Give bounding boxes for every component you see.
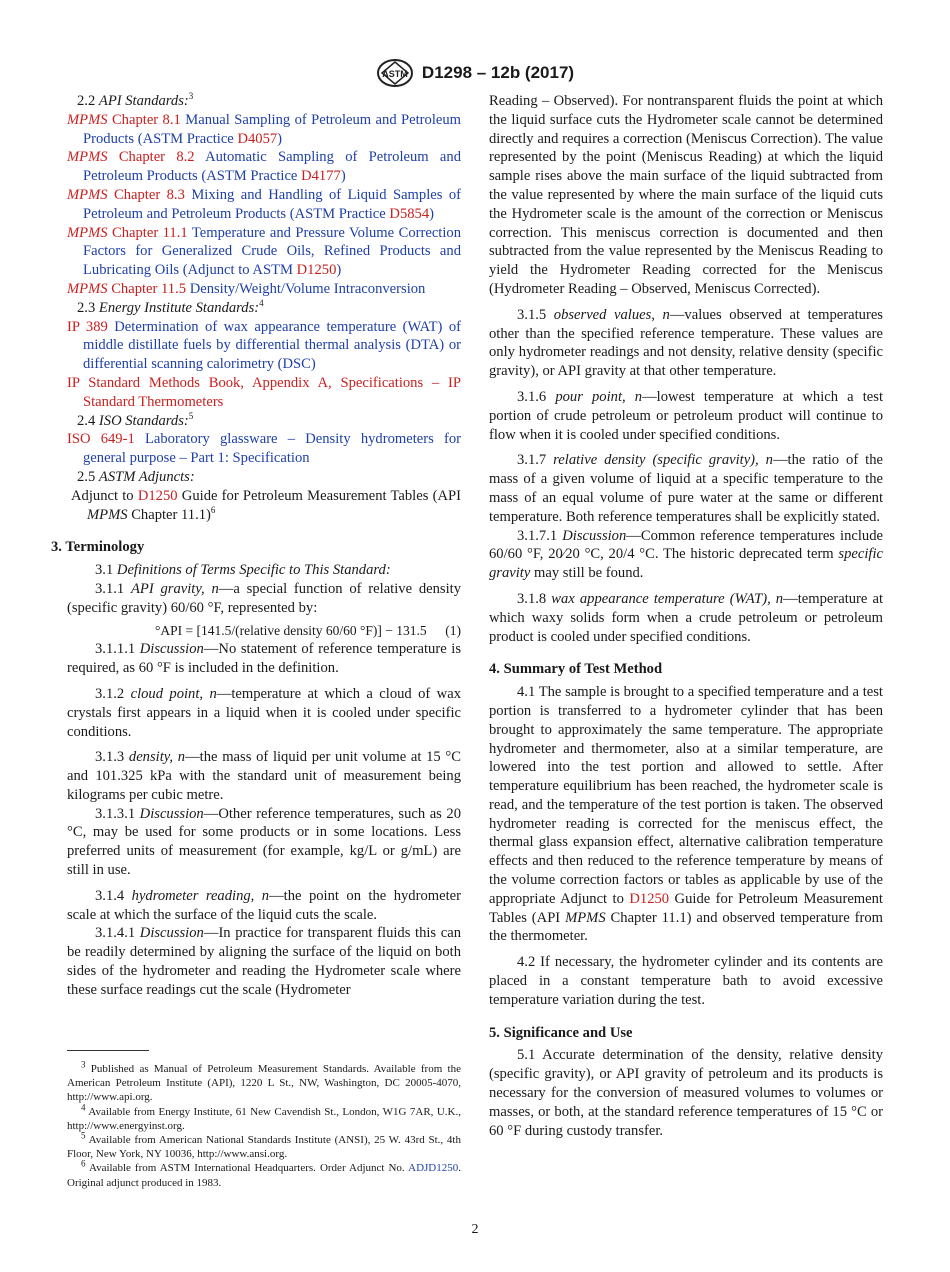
- left-column: [51, 91, 462, 1000]
- ref-iso-649-1[interactable]: ISO 649-1 Laboratory glassware – Density hydrometers for general purpose – Part 1: Specification: [67, 431, 461, 467]
- footnote-rule: [67, 1050, 149, 1051]
- section-2-5-heading: 2.5 ASTM Adjuncts:: [77, 468, 195, 485]
- section-2-2-heading: 2.2 API Standards:$^3$: [77, 91, 194, 109]
- link-d4177[interactable]: D4177: [301, 168, 341, 185]
- ref-mpms-8-1[interactable]: MPMS Chapter 8.1 Manual Sampling of Petroleum and Petroleum Products (ASTM Practice D4057): [67, 111, 462, 147]
- ref-mpms-8-3[interactable]: MPMS Chapter 8.3 Mixing and Handling of Liquid Samples of Petroleum and Petroleum Products (ASTM Practice D5854): [67, 186, 462, 222]
- section-5-heading: 5. Significance and Use: [489, 1024, 633, 1041]
- term-3-1-3-1: 3.1.3.1 Discussion—Other reference temperatures, such as 20 °C, may be used for some products or in some locations. Less preferred units of measurement (for example, kg/L or g/mL) are still in use.: [67, 805, 461, 879]
- ref-mpms-11-1[interactable]: MPMS Chapter 11.1 Temperature and Pressure Volume Correction Factors for Generalized Crude Oils, Refined Products and Lubricating Oils (Adjunct to ASTM D1250): [67, 224, 462, 279]
- page-number: 2: [471, 1222, 479, 1237]
- ref-mpms-11-5[interactable]: MPMS Chapter 11.5 Density/Weight/Volume Intraconversion: [67, 280, 426, 297]
- para-4-2: 4.2 If necessary, the hydrometer cylinder and its contents are placed in a constant temperature bath to avoid excessive temperature variation during the test.: [489, 954, 883, 1008]
- footnotes: [67, 1059, 461, 1190]
- term-3-1-4-1: 3.1.4.1 Discussion—In practice for transparent fluids this can be readily determined by aligning the surface of the liquid on both sides of the hydrometer and reading the Hydrometer scale where these surface readings cut the scale (Hydrometer: [67, 925, 461, 998]
- link-d1250-adjunct[interactable]: D1250: [137, 487, 178, 504]
- ref-ip-methods-book[interactable]: IP Standard Methods Book, Appendix A, Specifications – IP Standard Thermometers: [67, 374, 461, 410]
- section-2-3-heading: 2.3 Energy Institute Standards:$^4$: [77, 297, 264, 316]
- term-3-1-8: 3.1.8 wax appearance temperature (WAT), n—temperature at which waxy solids form when a crude petroleum or petroleum product is cooled under specified conditions.: [489, 590, 884, 645]
- ref-mpms-8-2[interactable]: MPMS Chapter 8.2 Automatic Sampling of Petroleum and Petroleum Products (ASTM Practice D4177): [67, 149, 461, 185]
- term-3-1: 3.1 Definitions of Terms Specific to This Standard:: [95, 562, 391, 579]
- section-3-heading: 3. Terminology: [51, 539, 145, 556]
- ref-adjunct-d1250: Adjunct to D1250 Guide for Petroleum Measurement Tables (API MPMS Chapter 11.1)$^6$: [71, 487, 461, 523]
- para-4-1: 4.1 The sample is brought to a specified temperature and a test portion is transferred to a hydrometer cylinder that has been brought to approximately the same temperature. The appropriate hydrometer and thermometer, also at a similar temperature, are lowered into the test portion and allowed to settle. After temperature equilibrium has been reached, the hydrometer scale is read, and the temperature of the test portion is taken. The observed hydrometer reading is corrected for the meniscus effect, the thermal glass expansion effect, alternative calibration temperature effects and then reduced to the reference temperature by means of the volume correction factors or tables as applicable by use of the appropriate Adjunct to D1250 Guide for Petroleum Measurement Tables (API MPMS Chapter 11.1) and observed temperature from the thermometer.: [489, 684, 883, 945]
- standard-designation: D1298 – 12b (2017): [421, 63, 575, 82]
- term-3-1-6: 3.1.6 pour point, n—lowest temperature at which a test portion of crude petroleum or petroleum product will continue to flow when it is cooled under specified conditions.: [489, 388, 884, 443]
- term-3-1-1-1: 3.1.1.1 Discussion—No statement of reference temperature is required, as 60 °F is included in the definition.: [67, 641, 461, 677]
- footnote-3: $^3$ Published as Manual of Petroleum Measurement Standards. Available from the American Petroleum Institute (API), 1220 L St., NW, Washington, DC 20005-4070, http://www.api.org.: [67, 1059, 461, 1104]
- astm-logo-icon: [376, 58, 414, 88]
- link-d1250-section4[interactable]: D1250: [629, 890, 670, 907]
- footnote-4: $^4$ Available from Energy Institute, 61 New Cavendish St., London, W1G 7AR, U.K., http://www.energyinst.org.: [67, 1101, 461, 1132]
- link-d4057[interactable]: D4057: [237, 130, 278, 147]
- ref-ip-389[interactable]: IP 389 Determination of wax appearance temperature (WAT) of middle distillate fuels by differential thermal analysis (DTA) or differential scanning calorimetry (DSC): [67, 318, 461, 373]
- term-3-1-4: 3.1.4 hydrometer reading, n—the point on the hydrometer scale at which the surface of the liquid cuts the scale.: [67, 887, 461, 923]
- footnote-5: $^5$ Available from American National Standards Institute (ANSI), 25 W. 43rd St., 4th Floor, New York, NY 10036, http://www.ansi.org.: [67, 1130, 461, 1161]
- right-column: [489, 92, 883, 1140]
- term-3-1-7: 3.1.7 relative density (specific gravity), n—the ratio of the mass of a given volume of liquid at a specific temperature to the mass of an equal volume of pure water at the same or different temperature. Both reference temperatures shall be explicitly stated.: [489, 452, 883, 525]
- footnote-6: $^6$ Available from ASTM International Headquarters. Order Adjunct No. ADJD1250. Original adjunct produced in 1983.: [67, 1158, 461, 1189]
- term-3-1-7-1: 3.1.7.1 Discussion—Common reference temperatures include 60/60 °F, 20⁄20 °C, 20/4 °C. The historic deprecated term specific gravity may still be found.: [489, 527, 883, 582]
- link-d1250[interactable]: D1250: [296, 262, 337, 279]
- link-adjd1250[interactable]: ADJD1250: [408, 1162, 459, 1175]
- term-3-1-1: 3.1.1 API gravity, n—a special function of relative density (specific gravity) 60/60 °F, represented by:: [67, 580, 462, 616]
- term-3-1-3: 3.1.3 density, n—the mass of liquid per unit volume at 15 °C and 101.325 kPa with the standard unit of measurement being kilograms per cubic metre.: [67, 749, 461, 803]
- link-d5854[interactable]: D5854: [389, 205, 430, 222]
- page-header: [0, 58, 950, 88]
- equation-1: °API = [141.5/(relative density 60/60 °F)] − 131.5 (1): [155, 622, 461, 638]
- astm-logo-text: ASTM: [382, 69, 408, 79]
- term-3-1-4-1-continued: Reading – Observed). For nontransparent fluids the point at which the liquid surface cuts the Hydrometer scale cannot be determined directly and requires a correction (Meniscus Correction). The value represented by the point (Meniscus Reading) at which the liquid sample rises above the main surface of the liquid subtracted from the value represented by where the main surface of the liquid cuts the Hydrometer scale is the amount of the correction or Meniscus correction. This meniscus correction is documented and then subtracted from the value represented by the Meniscus Reading to yield the Hydrometer Reading corrected for the Meniscus (Hydrometer Reading – Observed, Meniscus Corrected).: [489, 93, 883, 297]
- term-3-1-2: 3.1.2 cloud point, n—temperature at which a cloud of wax crystals first appears in a liquid when it is cooled under specific conditions.: [67, 685, 461, 740]
- section-4-heading: 4. Summary of Test Method: [489, 661, 663, 678]
- para-5-1: 5.1 Accurate determination of the density, relative density (specific gravity), or API gravity of petroleum and its products is necessary for the conversion of measured volumes to volumes or masses, or both, at the standard reference temperatures of 15 °C or 60 °F during custody transfer.: [489, 1047, 883, 1139]
- term-3-1-5: 3.1.5 observed values, n—values observed at temperatures other than the specified reference temperature. These values are only hydrometer readings and not density, relative density (specific gravity), or API gravity at that other temperature.: [489, 306, 883, 380]
- section-2-4-heading: 2.4 ISO Standards:$^5$: [77, 410, 194, 429]
